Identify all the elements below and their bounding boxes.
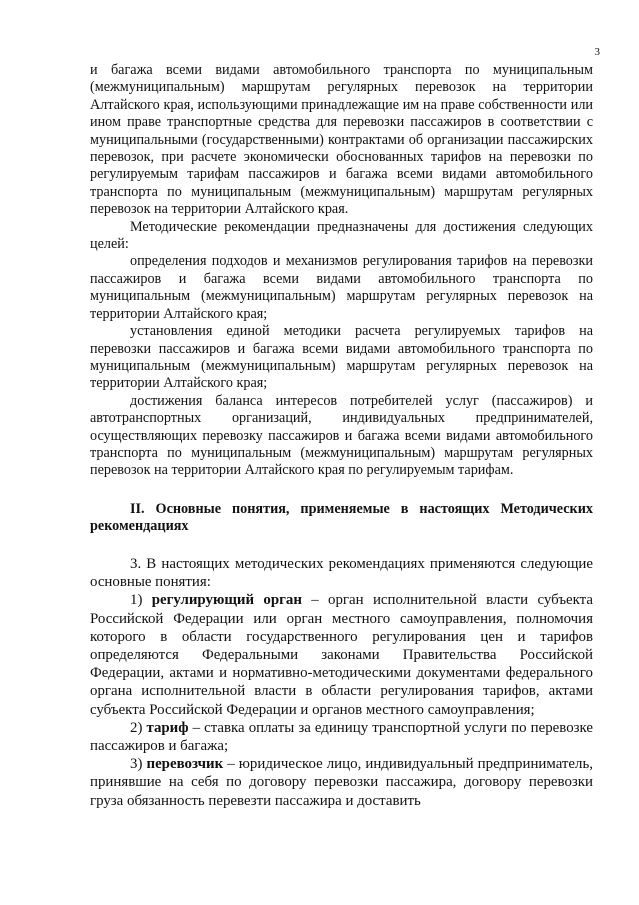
definition-number: 1) <box>130 592 143 609</box>
section-heading: II. Основные понятия, применяемые в настоящих Методических рекомендациях <box>90 500 593 535</box>
definition-text: – юридическое лицо, индивидуальный предприниматель, принявшие на себя по договору перевозки пассажира, договору перевозки груза обязанность перевезти пассажира и доставить <box>90 756 593 809</box>
paragraph-goal-3: достижения баланса интересов потребителей услуг (пассажиров) и автотранспортных организаций, индивидуальных предпринимателей, осуществляющих перевозку пассажиров и багажа всеми видами автомобильного транспорта по муниципальным (межмуниципальным) маршрутам регулярных перевозок на территории Алтайского края по регулируемым тарифам. <box>90 392 593 479</box>
definition-item <box>90 591 593 718</box>
page-number: 3 <box>594 46 600 58</box>
definition-item <box>90 719 593 755</box>
definition-term: тариф <box>146 719 189 736</box>
definition-number: 2) <box>130 719 143 736</box>
paragraph-continuation: и багажа всеми видами автомобильного транспорта по муниципальным (межмуниципальным) маршрутам регулярных перевозок на территории Алтайского края, использующими принадлежащие им на праве собственности или ином праве транспортные средства для перевозки пассажиров в соответствии с муниципальными (государственными) контрактами об организации пассажирских перевозок, при расчете экономически обоснованных тарифов на перевозки по регулируемым тарифам пассажиров и багажа всеми видами автомобильного транспорта по муниципальным (межмуниципальным) маршрутам регулярных перевозок на территории Алтайского края. <box>90 62 593 218</box>
paragraph-goal-1: определения подходов и механизмов регулирования тарифов на перевозки пассажиров и багажа всеми видами автомобильного транспорта по муниципальным (межмуниципальным) маршрутам регулярных перевозок на территории Алтайского края; <box>90 253 593 322</box>
definition-text: – ставка оплаты за единицу транспортной услуги по перевозке пассажиров и багажа; <box>90 719 593 754</box>
definition-number: 3) <box>130 756 143 773</box>
definitions-block <box>90 555 593 810</box>
definition-item <box>90 755 593 810</box>
definition-term: регулирующий орган <box>151 592 302 609</box>
document-body <box>90 62 593 810</box>
definition-term: перевозчик <box>146 756 224 773</box>
definitions-intro: 3. В настоящих методических рекомендациях применяются следующие основные понятия: <box>90 555 593 591</box>
paragraph-goal-2: установления единой методики расчета регулируемых тарифов на перевозки пассажиров и багажа всеми видами автомобильного транспорта по муниципальным (межмуниципальным) маршрутам регулярных перевозок на территории Алтайского края; <box>90 323 593 392</box>
definition-text: – орган исполнительной власти субъекта Российской Федерации или орган местного самоуправления, полномочия которого в области государственного регулирования цен и тарифов определяются Федеральными законами Правительства Российской Федерации, актами и нормативно-методическими документами федерального органа исполнительной власти в области регулирования тарифов, актами субъекта Российской Федерации и органов местного самоуправления; <box>90 592 593 718</box>
paragraph-purpose: Методические рекомендации предназначены для достижения следующих целей: <box>90 218 593 253</box>
